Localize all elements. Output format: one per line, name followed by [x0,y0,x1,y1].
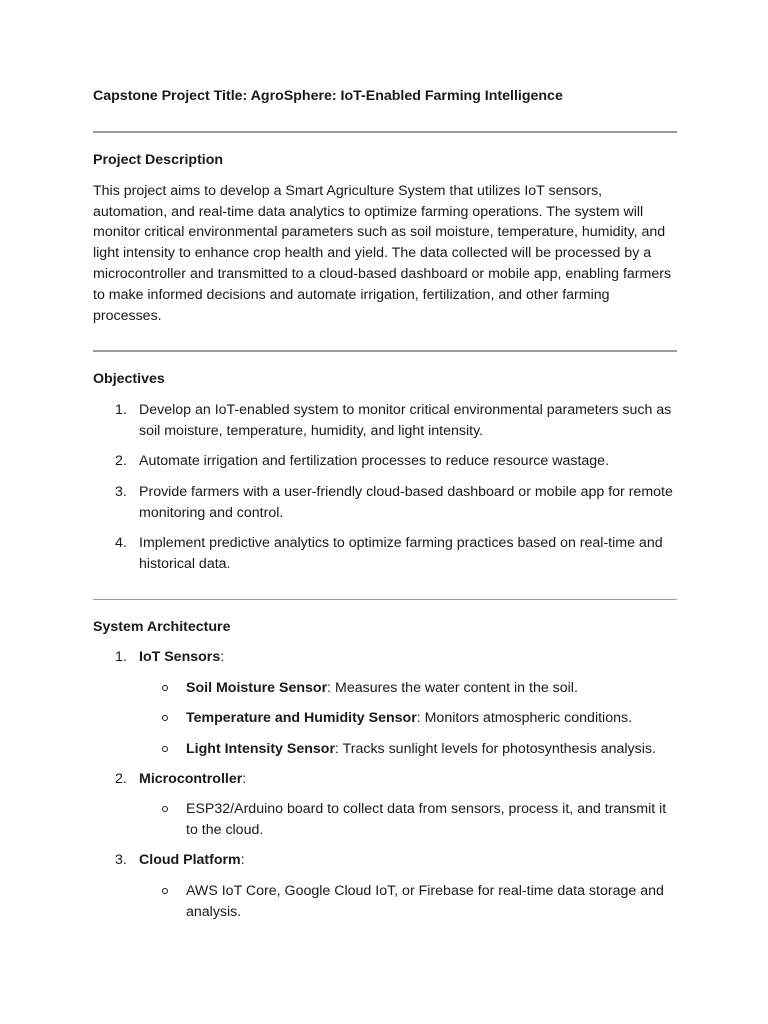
objective-text: Automate irrigation and fertilization processes to reduce resource wastage. [139,453,610,470]
hollow-circle-bullet-icon [162,715,168,721]
architecture-item-iot-sensors [93,647,677,668]
sub-list-item [93,881,677,923]
list-number: 4. [115,534,127,551]
list-number: 2. [115,770,127,787]
objective-text: Implement predictive analytics to optimize farming practices based on real-time and historical data. [139,534,663,572]
project-description-text: This project aims to develop a Smart Agriculture System that utilizes IoT sensors, automation, and real-time data analytics to optimize farming operations. The system will monitor critical environmental parameters such as soil moisture, temperature, humidity, and light intensity to enhance crop health and yield. The data collected will be processed by a microcontroller and transmitted to a cloud-based dashboard or mobile app, enabling farmers to make informed decisions and automate irrigation, fertilization, and other farming processes. [93,182,672,324]
objective-text: Provide farmers with a user-friendly cloud-based dashboard or mobile app for remote monitoring and control. [139,483,673,521]
list-number: 2. [115,453,127,470]
hollow-circle-bullet-icon [162,685,168,691]
architecture-item-microcontroller [93,769,677,790]
cloud-platform-sublist [93,881,677,923]
hollow-circle-bullet-icon [162,806,168,812]
heading-system-architecture: System Architecture [93,618,231,635]
sub-item-text: : Monitors atmospheric conditions. [416,710,633,727]
divider-3 [93,599,677,600]
sub-list-item [93,678,677,699]
sub-item-text: AWS IoT Core, Google Cloud IoT, or Firebase for real-time data storage and analysis. [186,882,664,920]
hollow-circle-bullet-icon [162,746,168,752]
architecture-item-label: Cloud Platform [139,852,241,869]
document-page [93,86,677,922]
divider-2 [93,350,677,352]
hollow-circle-bullet-icon [162,888,168,894]
sub-list-item [93,739,677,760]
sub-list-item [93,799,677,841]
objectives-list [93,400,677,574]
objective-item [93,451,677,472]
sub-item-text: : Tracks sunlight levels for photosynthesis analysis. [334,740,656,757]
heading-objectives: Objectives [93,371,165,388]
label-colon: : [220,649,225,666]
divider-1 [93,131,677,133]
architecture-item-label: IoT Sensors [139,649,221,666]
sub-item-text: : Measures the water content in the soil. [327,679,578,696]
list-number: 3. [115,483,127,500]
objective-text: Develop an IoT-enabled system to monitor critical environmental parameters such as soil moisture, temperature, humidity, and light intensity. [139,402,672,439]
document-title: Capstone Project Title: AgroSphere: IoT-Enabled Farming Intelligence [93,88,563,104]
objective-item [93,533,677,575]
label-colon: : [240,852,245,869]
objective-item [93,400,677,442]
microcontroller-sublist [93,799,677,841]
sub-item-label: Soil Moisture Sensor [186,679,328,696]
architecture-list [93,769,677,790]
heading-project-description: Project Description [93,152,224,168]
sub-item-label: Light Intensity Sensor [186,740,335,757]
architecture-item-label: Microcontroller [139,770,243,787]
list-number: 3. [115,852,127,869]
objective-item [93,482,677,524]
architecture-item-cloud-platform [93,850,677,871]
iot-sensors-sublist [93,678,677,760]
architecture-list [93,647,677,668]
list-number: 1. [115,402,127,419]
label-colon: : [242,770,247,787]
sub-item-label: Temperature and Humidity Sensor [186,710,417,727]
sub-list-item [93,708,677,729]
list-number: 1. [115,649,127,666]
sub-item-text: ESP32/Arduino board to collect data from sensors, process it, and transmit it to the cloud. [186,801,667,839]
architecture-list [93,850,677,871]
